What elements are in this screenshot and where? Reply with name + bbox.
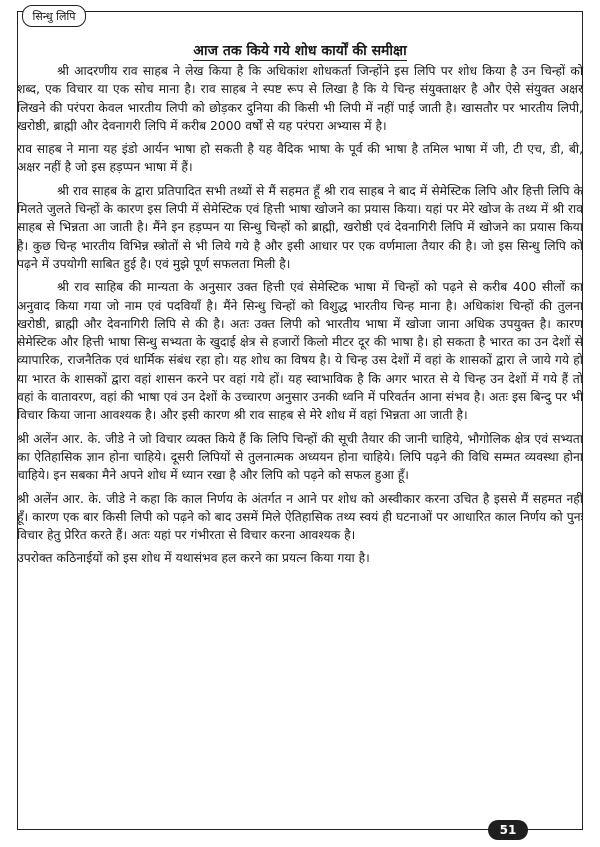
paragraph-2: राव साहब ने माना यह इंडो आर्यन भाषा हो सकती है यह वैदिक भाषा के पूर्व की भाषा है तमिल भाषा में जी, टी एच, डी, बी, अक्षर नहीं है जो इस हड़प्पन भाषा में हैं। [17,142,583,175]
page-number: 51 [488,820,528,840]
running-head: सिन्धु लिपि [22,5,86,27]
paragraph-4: श्री राव साहिब की मान्यता के अनुसार उक्त हित्ती एवं सेमेस्टिक भाषा में चिन्हों को पढ़ने से करीब 400 सीलों का अनुवाद किया गया जो नाम एवं पदवियाँ है। मैंने सिन्धु चिन्हों को विशुद्ध भारतीय चिन्ह माना है। अधिकांश चिन्हों की तुलना खरोष्ठी, ब्राह्मी और देवनागिरी लिपि से की है। अतः उक्त लिपी को भारतीय भाषा में खोजा जाना अधिक उपयुक्त है। कारण सेमेस्टिक और हित्ती भाषा सिन्धु सभ्यता के खुदाई क्षेत्र से हजारों किलो मीटर दूर की भाषा है। हो सकता है भारत का उन देशों से व्यापारिक, राजनैतिक एवं धार्मिक संबंध रहा हो। यह शोध का विषय है। ये चिन्ह उस देशों में वहां के शासकों द्वारा ले जाये गये हो या भारत के शासकों द्वारा वहां शासन करने पर वहां गये हों। यह स्वाभाविक है कि अगर भारत से ये चिन्ह उन देशों में गये हैं तो वहां के वातावरण, वहां की भाषा एवं उन देशों के उच्चारण अनुसार उनकी ध्वनि में परिवर्तन आना संभव है। अतः इस बिन्दु पर भी विचार किया जाना आवश्यक है। और इसी कारण श्री राव साहब से मेरे शोध में वहां भिन्नता आ जाती है। [17,280,583,423]
paragraph-6: श्री अलेंन आर. के. जीडे ने कहा कि काल निर्णय के अंतर्गत न आने पर शोध को अस्वीकार करना उचित है इससे मैं सहमत नहीं हूँ। कारण एक बार किसी लिपी को पढ़ने को बाद उसमें मिले ऐतिहासिक तथ्य स्वयं ही घटनाओं पर आधारित काल निर्णय को पुनः विचार हेतु प्रेरित करते हैं। अतः यहां पर गंभीरता से विचार करना आवश्यक है। [17,491,583,543]
paragraph-5: श्री अलेंन आर. के. जीडे ने जो विचार व्यक्त किये हैं कि लिपि चिन्हों की सूची तैयार की जानी चाहिये, भौगोलिक क्षेत्र एवं सभ्यता का ऐतिहासिक ज्ञान होना चाहिये। दूसरी लिपियों से तुलनात्मक अध्ययन होना चाहिये। लिपि पढ़ने की विधि सम्मत व्यवस्था होना चाहिये। इन सबका मैने अपने शोध में ध्यान रखा है और लिपि को पढ़ने को सफल हुआ हूँ। [17,431,583,483]
page-title-text: आज तक किये गये शोध कार्यों की समीक्षा [193,43,407,59]
paragraph-3: श्री राव साहब के द्वारा प्रतिपादित सभी तथ्यों से मैं सहमत हूँ श्री राव साहब ने बाद में सेमेस्टिक लिपि और हित्ती लिपि के मिलते जुलते चिन्हों के कारण इस लिपी में सेमेस्टिक एवं हित्ती भाषा खोजने का प्रयास किया। यहां पर मेरे खोज के तथ्य में श्री राव साहब से भिन्नता आ जाती है। मैंने इन हड़प्पन या सिन्धु चिन्हों को ब्राह्मी, खरोष्ठी एवं देवनागिरी लिपि में खोजने का प्रयास किया है। कुछ चिन्ह भारतीय विभिन्न स्त्रोतों से भी लिये गये है और इसी आधार पर एक वर्णमाला तैयार की है। जो इस सिन्धु लिपि को पढ़ने में उपयोगी साबित हुई है। एवं मुझे पूर्ण सफलता मिली है। [17,183,583,271]
page-title [0,42,600,60]
paragraph-7: उपरोक्त कठिनाईयों को इस शोध में यथासंभव हल करने का प्रयत्न किया गया है। [17,551,370,566]
paragraph-1: श्री आदरणीय राव साहब ने लेख किया है कि अधिकांश शोधकर्ता जिन्होंने इस लिपि पर शोध किया है उन चिन्हों को शब्द, एक विचार या एक सोच माना है। राव साहब ने स्पष्ट रूप से लिखा है कि ये चिन्ह संयुक्ताक्षर है और ऐसे संयुक्त अक्षर लिखने की परंपरा केवल भारतीय लिपी को छोड़कर दुनिया की किसी भी लिपी में नहीं पाई जाती है। खासतौर पर भारतीय लिपी, खरोष्ठी, ब्राह्मी और देवनागरी लिपि में करीब 2000 वर्षों से यह परंपरा अभ्यास में है। [17,64,583,133]
body-text [17,62,583,573]
